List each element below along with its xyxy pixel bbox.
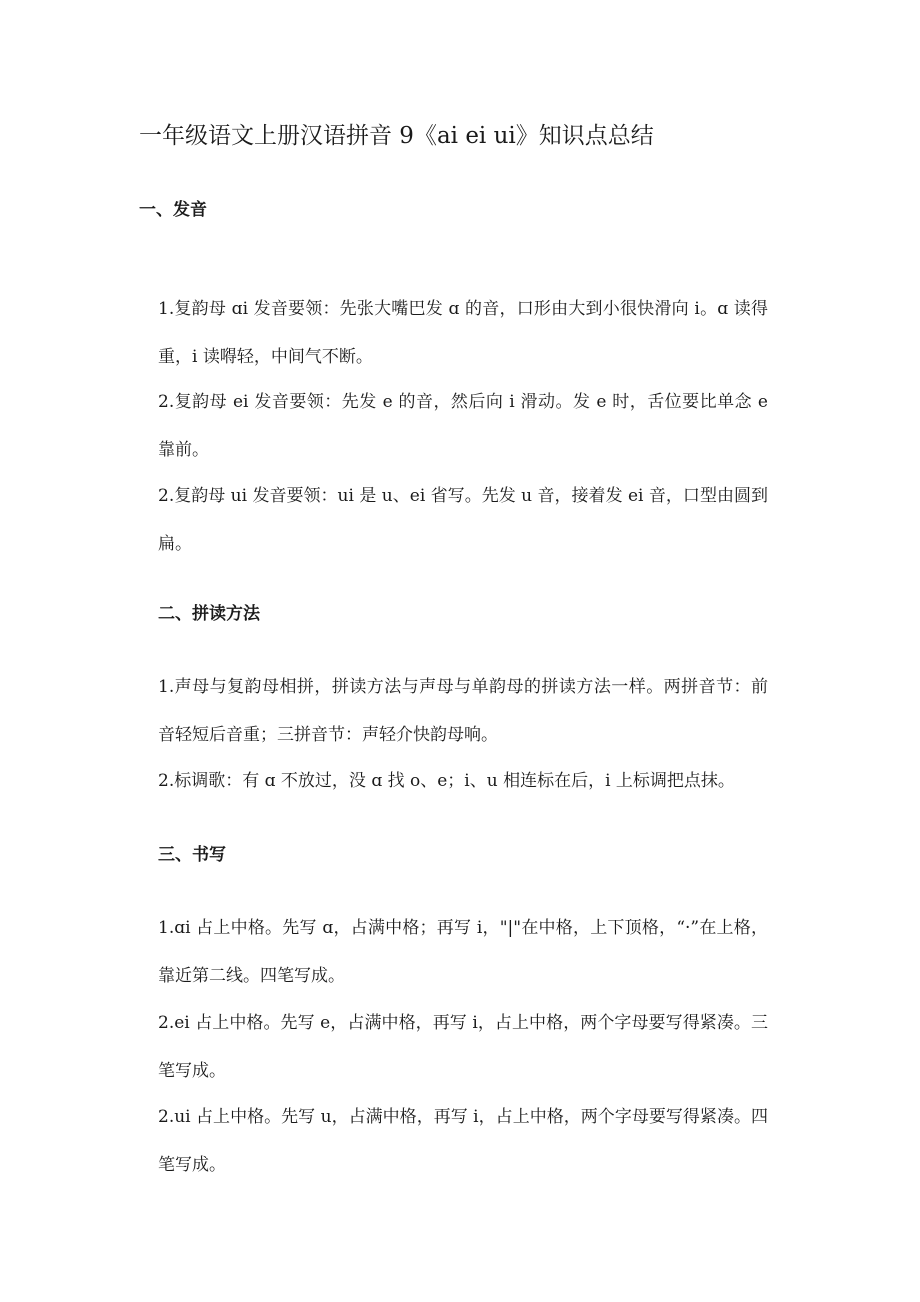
paragraph-ai-writing: 1.ɑi 占上中格。先写 ɑ，占满中格；再写 i，"|"在中格，上下顶格，“·”在上格，靠近第二线。四笔写成。 (158, 918, 768, 986)
paragraph-ui-pronunciation: 2.复韵母 ui 发音要领：ui 是 u、ei 省写。先发 u 音，接着发 ei 音，口型由圆到扁。 (158, 486, 768, 554)
paragraph-ei-writing: 2.ei 占上中格。先写 e，占满中格，再写 i，占上中格，两个字母要写得紧凑。三笔写成。 (158, 1013, 768, 1081)
paragraph-ui-writing: 2.ui 占上中格。先写 u，占满中格，再写 i，占上中格，两个字母要写得紧凑。四笔写成。 (158, 1107, 768, 1175)
paragraph-tone-rhyme: 2.标调歌：有 ɑ 不放过，没 ɑ 找 o、e；i、u 相连标在后，i 上标调把点抹。 (158, 771, 735, 791)
paragraph-ai-pronunciation: 1.复韵母 ɑi 发音要领：先张大嘴巴发 ɑ 的音，口形由大到小很快滑向 i。ɑ 读得重，i 读嘚轻，中间气不断。 (158, 299, 768, 367)
section-heading-reading-method: 二、拼读方法 (158, 604, 260, 624)
paragraph-ei-pronunciation: 2.复韵母 ei 发音要领：先发 e 的音，然后向 i 滑动。发 e 时，舌位要比单念 e 靠前。 (158, 392, 768, 460)
section-heading-pronunciation: 一、发音 (139, 200, 207, 220)
section-heading-writing: 三、书写 (158, 845, 226, 865)
paragraph-syllable-reading: 1.声母与复韵母相拼，拼读方法与声母与单韵母的拼读方法一样。两拼音节：前音轻短后音重；三拼音节：声轻介快韵母响。 (158, 677, 768, 745)
document-title: 一年级语文上册汉语拼音 9《ai ei ui》知识点总结 (139, 123, 654, 149)
